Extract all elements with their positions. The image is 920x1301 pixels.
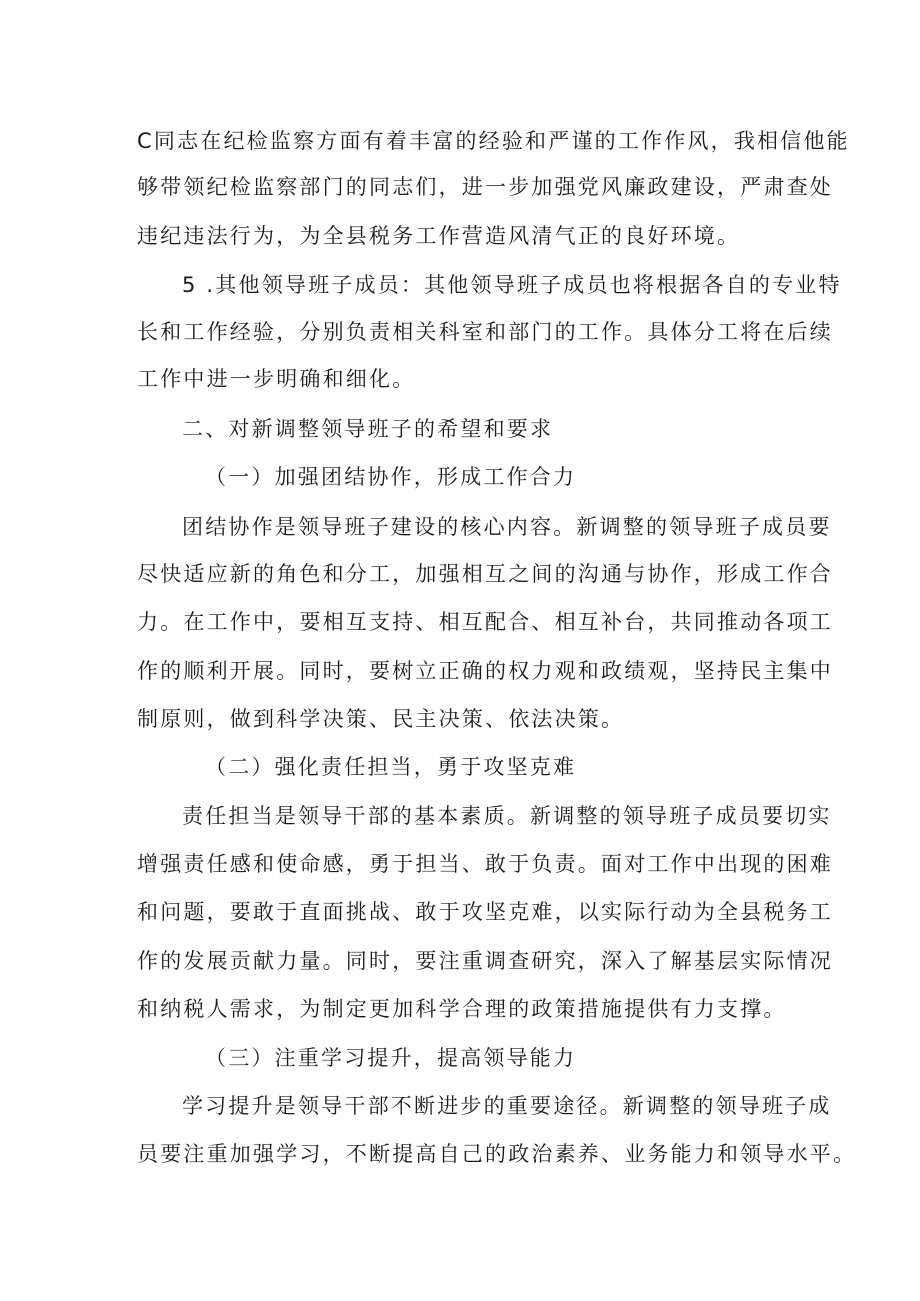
- paragraph-line: 团结协作是领导班子建设的核心内容。新调整的领导班子成员要: [182, 515, 832, 539]
- paragraph-line: 5 .其他领导班子成员：其他领导班子成员也将根据各自的专业特: [182, 273, 842, 297]
- subsection-heading: （一）加强团结协作，形成工作合力: [205, 465, 577, 489]
- paragraph-line: 作的发展贡献力量。同时，要注重调查研究，深入了解基层实际情况: [137, 949, 833, 973]
- paragraph-line: 够带领纪检监察部门的同志们，进一步加强党风廉政建设，严肃查处: [137, 175, 833, 199]
- paragraph-line: 长和工作经验，分别负责相关科室和部门的工作。具体分工将在后续: [137, 320, 833, 344]
- paragraph-line: 尽快适应新的角色和分工，加强相互之间的沟通与协作，形成工作合: [137, 562, 833, 586]
- paragraph-line: 工作中进一步明确和细化。: [137, 367, 416, 391]
- paragraph-line: 作的顺利开展。同时，要树立正确的权力观和政绩观，坚持民主集中: [137, 659, 833, 683]
- paragraph-line: 学习提升是领导干部不断进步的重要途径。新调整的领导班子成: [182, 1094, 832, 1118]
- paragraph-line: 违纪违法行为，为全县税务工作营造风清气正的良好环境。: [137, 224, 741, 248]
- paragraph-line: C同志在纪检监察方面有着丰富的经验和严谨的工作作风，我相信他能: [137, 129, 850, 153]
- subsection-heading: （三）注重学习提升，提高领导能力: [205, 1046, 577, 1070]
- paragraph-line: 增强责任感和使命感，勇于担当、敢于负责。面对工作中出现的困难: [137, 852, 833, 876]
- paragraph-line: 力。在工作中，要相互支持、相互配合、相互补台，共同推动各项工: [137, 610, 833, 634]
- paragraph-line: 和纳税人需求，为制定更加科学合理的政策措施提供有力支撑。: [137, 997, 787, 1021]
- paragraph-line: 责任担当是领导干部的基本素质。新调整的领导班子成员要切实: [182, 804, 832, 828]
- paragraph-line: 制原则，做到科学决策、民主决策、依法决策。: [137, 707, 625, 731]
- paragraph-line: 和问题，要敢于直面挑战、敢于攻坚克难，以实际行动为全县税务工: [137, 900, 833, 924]
- subsection-heading: （二）强化责任担当，勇于攻坚克难: [205, 755, 577, 779]
- section-heading: 二、对新调整领导班子的希望和要求: [182, 417, 554, 441]
- paragraph-line: 员要注重加强学习，不断提高自己的政治素养、业务能力和领导水平。: [137, 1142, 857, 1166]
